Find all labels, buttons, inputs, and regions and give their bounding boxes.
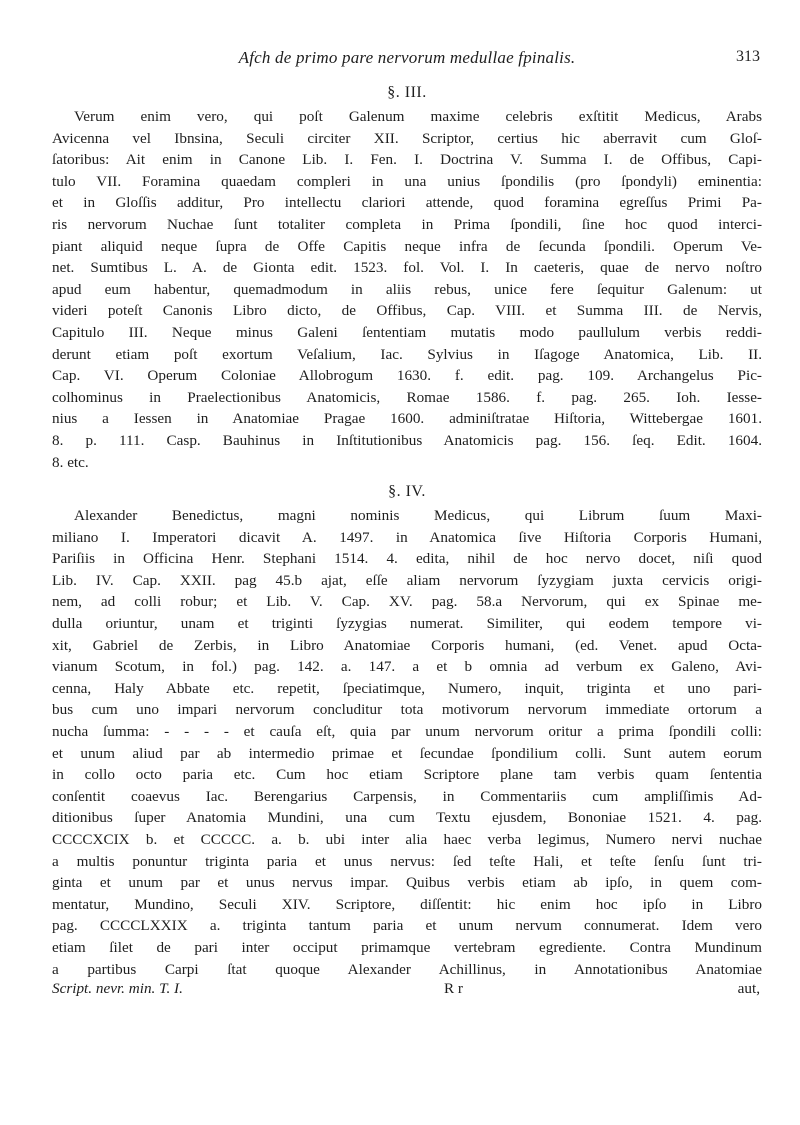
text-line: dulla oriuntur, unam et triginti ſyzygias numerat. Similiter, qui eodem tempore vi- — [52, 615, 762, 633]
catchword: aut, — [737, 980, 760, 998]
text-line: bus cum uno impari nervorum concluditur tota motivorum nervorum immediate ortorum a — [52, 701, 762, 719]
paragraph-section-4 — [52, 505, 762, 980]
text-line: ris nervorum Nuchae ſunt totaliter completa in Prima ſpondili, ſine hoc quod interci- — [52, 215, 762, 233]
text-line: nem, ad colli robur; et Lib. V. Cap. XV. pag. 58.a Nervorum, qui ex Spinae me- — [52, 593, 762, 611]
text-line: piant aliquid neque ſupra de Offe Capitis neque infra de ſecunda ſpondili. Operum Ve- — [52, 237, 762, 255]
text-line: vianum Scotum, in fol.) pag. 142. a. 147. a et b omnia ad verbum ex Galeno, Avi- — [52, 658, 762, 676]
text-line: apud eum habentur, quemadmodum in aliis rebus, unice fere ſequitur Galenum: ut — [52, 280, 762, 298]
text-line: in collo octo paria etc. Cum hoc etiam Scriptore plane tam verbis quam ſententia — [52, 766, 762, 784]
text-line: videri poteſt Canonis Libro dicto, de Offibus, Cap. VIII. et Summa III. de Nervis, — [52, 302, 762, 320]
text-line: mentatur, Mundino, Seculi XIV. Scriptore, diſſentit: hic enim hoc ipſo in Libro — [52, 895, 762, 913]
text-line: Alexander Benedictus, magni nominis Medicus, qui Librum ſuum Maxi- — [74, 507, 762, 525]
signature-mark: R r — [444, 980, 463, 998]
text-line: Cap. VI. Operum Coloniae Allobrogum 1630. f. edit. pag. 109. Archangelus Pic- — [52, 367, 762, 385]
text-line: Capitulo III. Neque minus Galeni ſententiam mutatis modo paullulum verbis reddi- — [52, 323, 762, 341]
section-heading-4: §. IV. — [388, 483, 426, 501]
running-head — [52, 44, 762, 74]
text-line: et unum aliud par ab intermedio primae et ſecundae ſpondilium colli. Sunt autem eorum — [52, 744, 762, 762]
text-line: 8. etc. — [52, 453, 89, 471]
text-line: Lib. IV. Cap. XXII. pag 45.b ajat, eſſe aliam nervorum ſyzygiam juxta cervicis origi- — [52, 571, 762, 589]
text-line: derunt etiam poſt exortum Veſalium, Iac. Sylvius in Iſagoge Anatomica, Lib. II. — [52, 345, 762, 363]
paragraph-section-3 — [52, 106, 762, 473]
text-line: xit, Gabriel de Zerbis, in Libro Anatomiae Corporis humani, (ed. Venet. apud Octa- — [52, 636, 762, 654]
text-line: a multis ponuntur triginta paria et unus nervus: ſed teſte Hali, et teſte ſenſu ſunt tri- — [52, 852, 762, 870]
page-number: 313 — [736, 48, 760, 65]
text-line: Avicenna vel Ibnsina, Seculi circiter XII. Scriptor, certius hic aberravit cum Gloſ- — [52, 129, 762, 147]
text-line: ginta et unum par et unus nervus impar. Quibus verbis etiam ab ipſo, in quem com- — [52, 874, 762, 892]
text-line: Verum enim vero, qui poſt Galenum maxime celebris exſtitit Medicus, Arabs — [74, 108, 762, 125]
text-line: a partibus Carpi ſtat quoque Alexander Achillinus, in Annotationibus Anatomiae — [52, 960, 762, 978]
text-line: 8. p. 111. Casp. Bauhinus in Inſtitutionibus Anatomicis pag. 156. ſeq. Edit. 1604. — [52, 431, 762, 449]
text-line: etiam ſilet de pari inter occiput primamque vertebram egrediente. Contra Mundinum — [52, 938, 762, 956]
text-line: CCCCXCIX b. et CCCCC. a. b. ubi inter alia haec verba legimus, Numero nervi nuchae — [52, 831, 762, 848]
footer-abbreviation: Script. nevr. min. T. I. — [52, 980, 183, 998]
text-line: net. Sumtibus L. A. de Gionta edit. 1523. fol. Vol. I. In caeteris, quae de nervo noſtro — [52, 259, 762, 277]
text-line: nucha ſumma: - - - - et cauſa eſt, quia par unum nervorum oritur a prima ſpondili colli: — [52, 723, 762, 741]
running-title: Afch de primo pare nervorum medullae fpinalis. — [238, 48, 576, 67]
text-line: ſatoribus: Ait enim in Canone Lib. I. Fen. I. Doctrina V. Summa I. de Offibus, Capi- — [52, 151, 762, 169]
text-line: cenna, Haly Abbate etc. repetit, ſpeciatimque, Numero, inquit, triginta et uno pari- — [52, 679, 762, 697]
text-line: conſentit coaevus Iac. Berengarius Carpensis, in Commentariis cum ampliſſimis Ad- — [52, 787, 762, 805]
section-heading-3: §. III. — [387, 84, 427, 101]
text-line: ditionibus ſuper Anatomia Mundini, una cum Textu ejusdem, Bononiae 1521. 4. pag. — [52, 809, 762, 827]
text-line: tulo VII. Foramina quaedam compleri in una unius ſpondilis (pro ſpondyli) eminentia: — [52, 172, 762, 190]
book-page — [52, 44, 762, 1104]
text-line: pag. CCCCLXXIX a. triginta tantum paria et unum nervum connumerat. Idem vero — [52, 917, 762, 935]
text-line: Pariſiis in Officina Henr. Stephani 1514. 4. edita, nihil de hoc nervo docet, niſi quod — [52, 550, 762, 568]
page-footer — [52, 980, 762, 1002]
text-line: miliano I. Imperatori dicavit A. 1497. in Anatomica ſive Hiſtoria Corporis Humani, — [52, 528, 762, 546]
text-line: nius a Iessen in Anatomiae Pragae 1600. adminiſtratae Hiſtoria, Wittebergae 1601. — [52, 410, 762, 428]
text-line: colhominus in Praelectionibus Anatomicis, Romae 1586. f. pag. 265. Ioh. Iesse- — [52, 388, 762, 406]
text-line: et in Gloſſis additur, Pro intellectu clariori attende, quod foramina egreſſus Primi Pa- — [52, 194, 762, 212]
